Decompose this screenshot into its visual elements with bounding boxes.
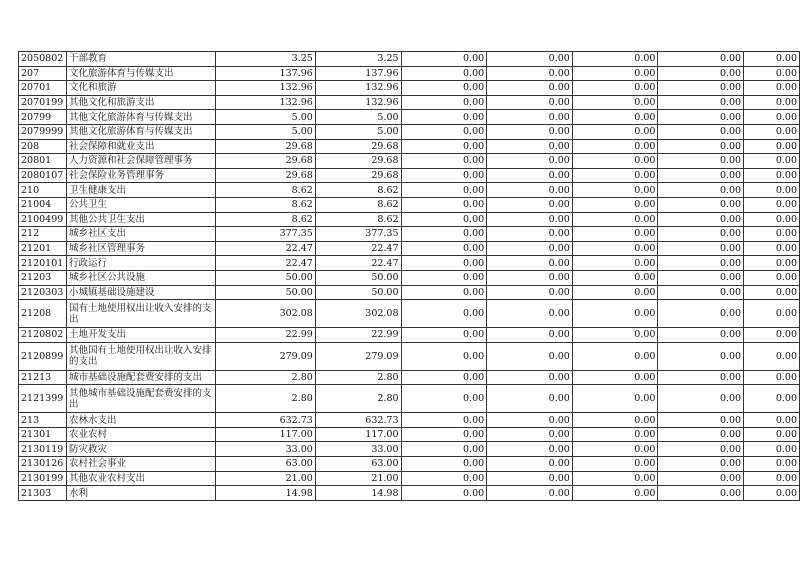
subject-name-cell: 公共卫生	[66, 197, 215, 212]
amount-cell: 2.80	[315, 370, 401, 385]
table-row	[19, 95, 800, 110]
amount-cell: 0.00	[744, 241, 800, 256]
amount-cell: 132.96	[216, 81, 316, 96]
amount-cell: 0.00	[401, 285, 487, 300]
table-row	[19, 342, 800, 370]
amount-cell: 50.00	[315, 270, 401, 285]
amount-cell: 0.00	[658, 154, 744, 169]
amount-cell: 0.00	[658, 95, 744, 110]
amount-cell: 0.00	[487, 486, 573, 501]
amount-cell: 0.00	[572, 197, 658, 212]
subject-name-cell: 城乡社区公共设施	[66, 270, 215, 285]
subject-code-cell: 2130199	[19, 471, 67, 486]
amount-cell: 0.00	[572, 110, 658, 125]
subject-code-cell: 21301	[19, 427, 67, 442]
amount-cell: 0.00	[572, 427, 658, 442]
table-row	[19, 385, 800, 413]
amount-cell: 0.00	[487, 427, 573, 442]
amount-cell: 0.00	[487, 370, 573, 385]
amount-cell: 0.00	[744, 300, 800, 328]
amount-cell: 0.00	[744, 385, 800, 413]
amount-cell: 29.68	[216, 154, 316, 169]
amount-cell: 0.00	[658, 385, 744, 413]
table-body	[19, 52, 800, 501]
amount-cell: 0.00	[658, 285, 744, 300]
subject-code-cell: 21213	[19, 370, 67, 385]
amount-cell: 0.00	[401, 300, 487, 328]
amount-cell: 0.00	[658, 110, 744, 125]
amount-cell: 0.00	[572, 300, 658, 328]
amount-cell: 0.00	[744, 370, 800, 385]
amount-cell: 0.00	[487, 285, 573, 300]
table-row	[19, 66, 800, 81]
amount-cell: 0.00	[401, 413, 487, 428]
table-row	[19, 413, 800, 428]
amount-cell: 0.00	[401, 197, 487, 212]
table-row	[19, 285, 800, 300]
amount-cell: 22.47	[315, 256, 401, 271]
amount-cell: 0.00	[744, 212, 800, 227]
amount-cell: 0.00	[401, 471, 487, 486]
amount-cell: 0.00	[401, 328, 487, 343]
amount-cell: 0.00	[572, 66, 658, 81]
amount-cell: 0.00	[572, 95, 658, 110]
amount-cell: 0.00	[487, 110, 573, 125]
amount-cell: 632.73	[315, 413, 401, 428]
subject-code-cell: 2079999	[19, 124, 67, 139]
amount-cell: 0.00	[401, 110, 487, 125]
amount-cell: 0.00	[572, 370, 658, 385]
amount-cell: 0.00	[487, 241, 573, 256]
amount-cell: 132.96	[315, 81, 401, 96]
subject-code-cell: 213	[19, 413, 67, 428]
subject-code-cell: 2120101	[19, 256, 67, 271]
amount-cell: 0.00	[744, 227, 800, 242]
amount-cell: 0.00	[401, 227, 487, 242]
subject-code-cell: 21303	[19, 486, 67, 501]
amount-cell: 302.08	[315, 300, 401, 328]
amount-cell: 0.00	[658, 270, 744, 285]
amount-cell: 0.00	[487, 66, 573, 81]
amount-cell: 21.00	[315, 471, 401, 486]
subject-name-cell: 其他城市基础设施配套费安排的支出	[66, 385, 215, 413]
table-row	[19, 328, 800, 343]
amount-cell: 0.00	[572, 270, 658, 285]
amount-cell: 33.00	[315, 442, 401, 457]
amount-cell: 132.96	[315, 95, 401, 110]
amount-cell: 0.00	[572, 486, 658, 501]
amount-cell: 0.00	[487, 197, 573, 212]
amount-cell: 302.08	[216, 300, 316, 328]
subject-name-cell: 水利	[66, 486, 215, 501]
amount-cell: 0.00	[487, 81, 573, 96]
subject-name-cell: 农村社会事业	[66, 457, 215, 472]
amount-cell: 8.62	[315, 212, 401, 227]
amount-cell: 0.00	[658, 212, 744, 227]
amount-cell: 0.00	[487, 124, 573, 139]
amount-cell: 0.00	[744, 124, 800, 139]
amount-cell: 63.00	[315, 457, 401, 472]
amount-cell: 2.80	[315, 385, 401, 413]
amount-cell: 8.62	[315, 183, 401, 198]
amount-cell: 0.00	[487, 328, 573, 343]
amount-cell: 0.00	[401, 183, 487, 198]
amount-cell: 3.25	[315, 52, 401, 67]
amount-cell: 0.00	[572, 256, 658, 271]
amount-cell: 0.00	[401, 95, 487, 110]
subject-name-cell: 城乡社区支出	[66, 227, 215, 242]
amount-cell: 0.00	[572, 81, 658, 96]
amount-cell: 0.00	[401, 124, 487, 139]
amount-cell: 0.00	[744, 81, 800, 96]
table-row	[19, 471, 800, 486]
amount-cell: 0.00	[658, 197, 744, 212]
subject-code-cell: 20799	[19, 110, 67, 125]
amount-cell: 0.00	[572, 154, 658, 169]
amount-cell: 14.98	[216, 486, 316, 501]
amount-cell: 0.00	[744, 427, 800, 442]
subject-name-cell: 社会保障和就业支出	[66, 139, 215, 154]
amount-cell: 63.00	[216, 457, 316, 472]
amount-cell: 0.00	[744, 270, 800, 285]
amount-cell: 0.00	[572, 52, 658, 67]
amount-cell: 50.00	[315, 285, 401, 300]
amount-cell: 8.62	[315, 197, 401, 212]
amount-cell: 29.68	[315, 154, 401, 169]
amount-cell: 0.00	[401, 427, 487, 442]
amount-cell: 8.62	[216, 197, 316, 212]
amount-cell: 0.00	[658, 66, 744, 81]
amount-cell: 0.00	[572, 168, 658, 183]
subject-name-cell: 防灾救灾	[66, 442, 215, 457]
table-row	[19, 457, 800, 472]
amount-cell: 0.00	[401, 270, 487, 285]
table-row	[19, 110, 800, 125]
subject-code-cell: 2120802	[19, 328, 67, 343]
subject-name-cell: 干部教育	[66, 52, 215, 67]
subject-code-cell: 2100499	[19, 212, 67, 227]
subject-name-cell: 其他国有土地使用权出让收入安排的支出	[66, 342, 215, 370]
amount-cell: 0.00	[744, 154, 800, 169]
subject-code-cell: 20701	[19, 81, 67, 96]
table-row	[19, 197, 800, 212]
subject-code-cell: 2130126	[19, 457, 67, 472]
subject-code-cell: 21208	[19, 300, 67, 328]
amount-cell: 0.00	[658, 457, 744, 472]
amount-cell: 0.00	[401, 342, 487, 370]
amount-cell: 0.00	[487, 52, 573, 67]
amount-cell: 0.00	[487, 256, 573, 271]
table-row	[19, 52, 800, 67]
amount-cell: 0.00	[401, 457, 487, 472]
amount-cell: 0.00	[572, 385, 658, 413]
amount-cell: 22.99	[315, 328, 401, 343]
amount-cell: 0.00	[658, 124, 744, 139]
subject-code-cell: 21203	[19, 270, 67, 285]
amount-cell: 0.00	[744, 413, 800, 428]
amount-cell: 0.00	[658, 241, 744, 256]
amount-cell: 0.00	[572, 212, 658, 227]
amount-cell: 5.00	[216, 110, 316, 125]
subject-name-cell: 国有土地使用权出让收入安排的支出	[66, 300, 215, 328]
amount-cell: 8.62	[216, 212, 316, 227]
amount-cell: 0.00	[658, 81, 744, 96]
subject-code-cell: 2120303	[19, 285, 67, 300]
amount-cell: 0.00	[572, 183, 658, 198]
amount-cell: 0.00	[744, 139, 800, 154]
amount-cell: 50.00	[216, 285, 316, 300]
amount-cell: 0.00	[487, 139, 573, 154]
amount-cell: 0.00	[572, 285, 658, 300]
amount-cell: 0.00	[744, 471, 800, 486]
amount-cell: 0.00	[487, 442, 573, 457]
amount-cell: 0.00	[487, 212, 573, 227]
amount-cell: 0.00	[658, 227, 744, 242]
amount-cell: 0.00	[401, 81, 487, 96]
subject-name-cell: 农林水支出	[66, 413, 215, 428]
amount-cell: 0.00	[658, 168, 744, 183]
amount-cell: 0.00	[744, 110, 800, 125]
amount-cell: 0.00	[572, 227, 658, 242]
amount-cell: 3.25	[216, 52, 316, 67]
amount-cell: 29.68	[315, 139, 401, 154]
amount-cell: 0.00	[487, 385, 573, 413]
subject-code-cell: 2120899	[19, 342, 67, 370]
table-row	[19, 256, 800, 271]
subject-name-cell: 农业农村	[66, 427, 215, 442]
amount-cell: 22.47	[315, 241, 401, 256]
amount-cell: 0.00	[401, 168, 487, 183]
amount-cell: 137.96	[216, 66, 316, 81]
subject-code-cell: 2130119	[19, 442, 67, 457]
amount-cell: 0.00	[401, 52, 487, 67]
amount-cell: 0.00	[658, 442, 744, 457]
table-row	[19, 139, 800, 154]
amount-cell: 33.00	[216, 442, 316, 457]
amount-cell: 0.00	[744, 95, 800, 110]
amount-cell: 0.00	[744, 52, 800, 67]
subject-code-cell: 21004	[19, 197, 67, 212]
amount-cell: 0.00	[487, 300, 573, 328]
subject-name-cell: 文化旅游体育与传媒支出	[66, 66, 215, 81]
amount-cell: 0.00	[744, 486, 800, 501]
amount-cell: 632.73	[216, 413, 316, 428]
amount-cell: 0.00	[658, 328, 744, 343]
table-row	[19, 212, 800, 227]
subject-code-cell: 207	[19, 66, 67, 81]
amount-cell: 0.00	[744, 442, 800, 457]
amount-cell: 0.00	[401, 154, 487, 169]
table-row	[19, 227, 800, 242]
amount-cell: 0.00	[487, 457, 573, 472]
amount-cell: 0.00	[487, 227, 573, 242]
subject-name-cell: 卫生健康支出	[66, 183, 215, 198]
amount-cell: 0.00	[401, 442, 487, 457]
amount-cell: 0.00	[401, 139, 487, 154]
amount-cell: 14.98	[315, 486, 401, 501]
table-row	[19, 124, 800, 139]
subject-code-cell: 2070199	[19, 95, 67, 110]
amount-cell: 0.00	[401, 66, 487, 81]
amount-cell: 0.00	[401, 256, 487, 271]
table-row	[19, 183, 800, 198]
amount-cell: 50.00	[216, 270, 316, 285]
amount-cell: 132.96	[216, 95, 316, 110]
amount-cell: 5.00	[216, 124, 316, 139]
amount-cell: 0.00	[744, 457, 800, 472]
amount-cell: 0.00	[658, 183, 744, 198]
amount-cell: 2.80	[216, 385, 316, 413]
amount-cell: 0.00	[401, 370, 487, 385]
amount-cell: 0.00	[572, 124, 658, 139]
amount-cell: 0.00	[572, 471, 658, 486]
table-row	[19, 486, 800, 501]
amount-cell: 0.00	[744, 256, 800, 271]
table-row	[19, 370, 800, 385]
amount-cell: 0.00	[572, 342, 658, 370]
amount-cell: 29.68	[216, 139, 316, 154]
amount-cell: 117.00	[315, 427, 401, 442]
table-row	[19, 154, 800, 169]
amount-cell: 0.00	[744, 285, 800, 300]
subject-name-cell: 土地开发支出	[66, 328, 215, 343]
subject-name-cell: 其他农业农村支出	[66, 471, 215, 486]
subject-code-cell: 20801	[19, 154, 67, 169]
amount-cell: 377.35	[315, 227, 401, 242]
amount-cell: 279.09	[315, 342, 401, 370]
amount-cell: 0.00	[658, 52, 744, 67]
amount-cell: 0.00	[658, 370, 744, 385]
subject-name-cell: 其他文化旅游体育与传媒支出	[66, 124, 215, 139]
amount-cell: 0.00	[658, 413, 744, 428]
amount-cell: 22.47	[216, 241, 316, 256]
subject-code-cell: 210	[19, 183, 67, 198]
amount-cell: 2.80	[216, 370, 316, 385]
amount-cell: 29.68	[216, 168, 316, 183]
subject-name-cell: 人力资源和社会保障管理事务	[66, 154, 215, 169]
subject-name-cell: 其他文化旅游体育与传媒支出	[66, 110, 215, 125]
subject-name-cell: 行政运行	[66, 256, 215, 271]
amount-cell: 22.99	[216, 328, 316, 343]
amount-cell: 0.00	[401, 385, 487, 413]
amount-cell: 0.00	[572, 241, 658, 256]
amount-cell: 5.00	[315, 110, 401, 125]
amount-cell: 22.47	[216, 256, 316, 271]
amount-cell: 5.00	[315, 124, 401, 139]
amount-cell: 0.00	[572, 139, 658, 154]
amount-cell: 0.00	[658, 300, 744, 328]
amount-cell: 117.00	[216, 427, 316, 442]
amount-cell: 0.00	[487, 471, 573, 486]
subject-code-cell: 2050802	[19, 52, 67, 67]
amount-cell: 0.00	[487, 168, 573, 183]
amount-cell: 0.00	[744, 328, 800, 343]
amount-cell: 8.62	[216, 183, 316, 198]
amount-cell: 0.00	[658, 471, 744, 486]
amount-cell: 0.00	[658, 486, 744, 501]
amount-cell: 0.00	[658, 342, 744, 370]
subject-name-cell: 城乡社区管理事务	[66, 241, 215, 256]
table-row	[19, 168, 800, 183]
subject-name-cell: 小城镇基础设施建设	[66, 285, 215, 300]
amount-cell: 0.00	[487, 183, 573, 198]
budget-table	[18, 51, 800, 501]
amount-cell: 0.00	[744, 168, 800, 183]
amount-cell: 0.00	[744, 342, 800, 370]
subject-code-cell: 208	[19, 139, 67, 154]
subject-name-cell: 其他文化和旅游支出	[66, 95, 215, 110]
table-row	[19, 300, 800, 328]
amount-cell: 0.00	[487, 154, 573, 169]
amount-cell: 21.00	[216, 471, 316, 486]
subject-code-cell: 2121399	[19, 385, 67, 413]
amount-cell: 137.96	[315, 66, 401, 81]
subject-code-cell: 212	[19, 227, 67, 242]
amount-cell: 0.00	[572, 442, 658, 457]
amount-cell: 0.00	[744, 183, 800, 198]
table-row	[19, 427, 800, 442]
table-row	[19, 81, 800, 96]
amount-cell: 0.00	[744, 197, 800, 212]
amount-cell: 0.00	[487, 270, 573, 285]
amount-cell: 279.09	[216, 342, 316, 370]
amount-cell: 0.00	[658, 427, 744, 442]
subject-name-cell: 文化和旅游	[66, 81, 215, 96]
subject-name-cell: 其他公共卫生支出	[66, 212, 215, 227]
subject-code-cell: 2080107	[19, 168, 67, 183]
amount-cell: 0.00	[487, 342, 573, 370]
amount-cell: 377.35	[216, 227, 316, 242]
amount-cell: 0.00	[572, 328, 658, 343]
amount-cell: 0.00	[572, 457, 658, 472]
amount-cell: 0.00	[658, 256, 744, 271]
amount-cell: 0.00	[658, 139, 744, 154]
table-row	[19, 442, 800, 457]
amount-cell: 0.00	[487, 413, 573, 428]
amount-cell: 29.68	[315, 168, 401, 183]
subject-name-cell: 城市基础设施配套费安排的支出	[66, 370, 215, 385]
amount-cell: 0.00	[401, 212, 487, 227]
subject-code-cell: 21201	[19, 241, 67, 256]
table-row	[19, 241, 800, 256]
amount-cell: 0.00	[744, 66, 800, 81]
amount-cell: 0.00	[401, 486, 487, 501]
amount-cell: 0.00	[487, 95, 573, 110]
table-row	[19, 270, 800, 285]
subject-name-cell: 社会保险业务管理事务	[66, 168, 215, 183]
amount-cell: 0.00	[401, 241, 487, 256]
amount-cell: 0.00	[572, 413, 658, 428]
